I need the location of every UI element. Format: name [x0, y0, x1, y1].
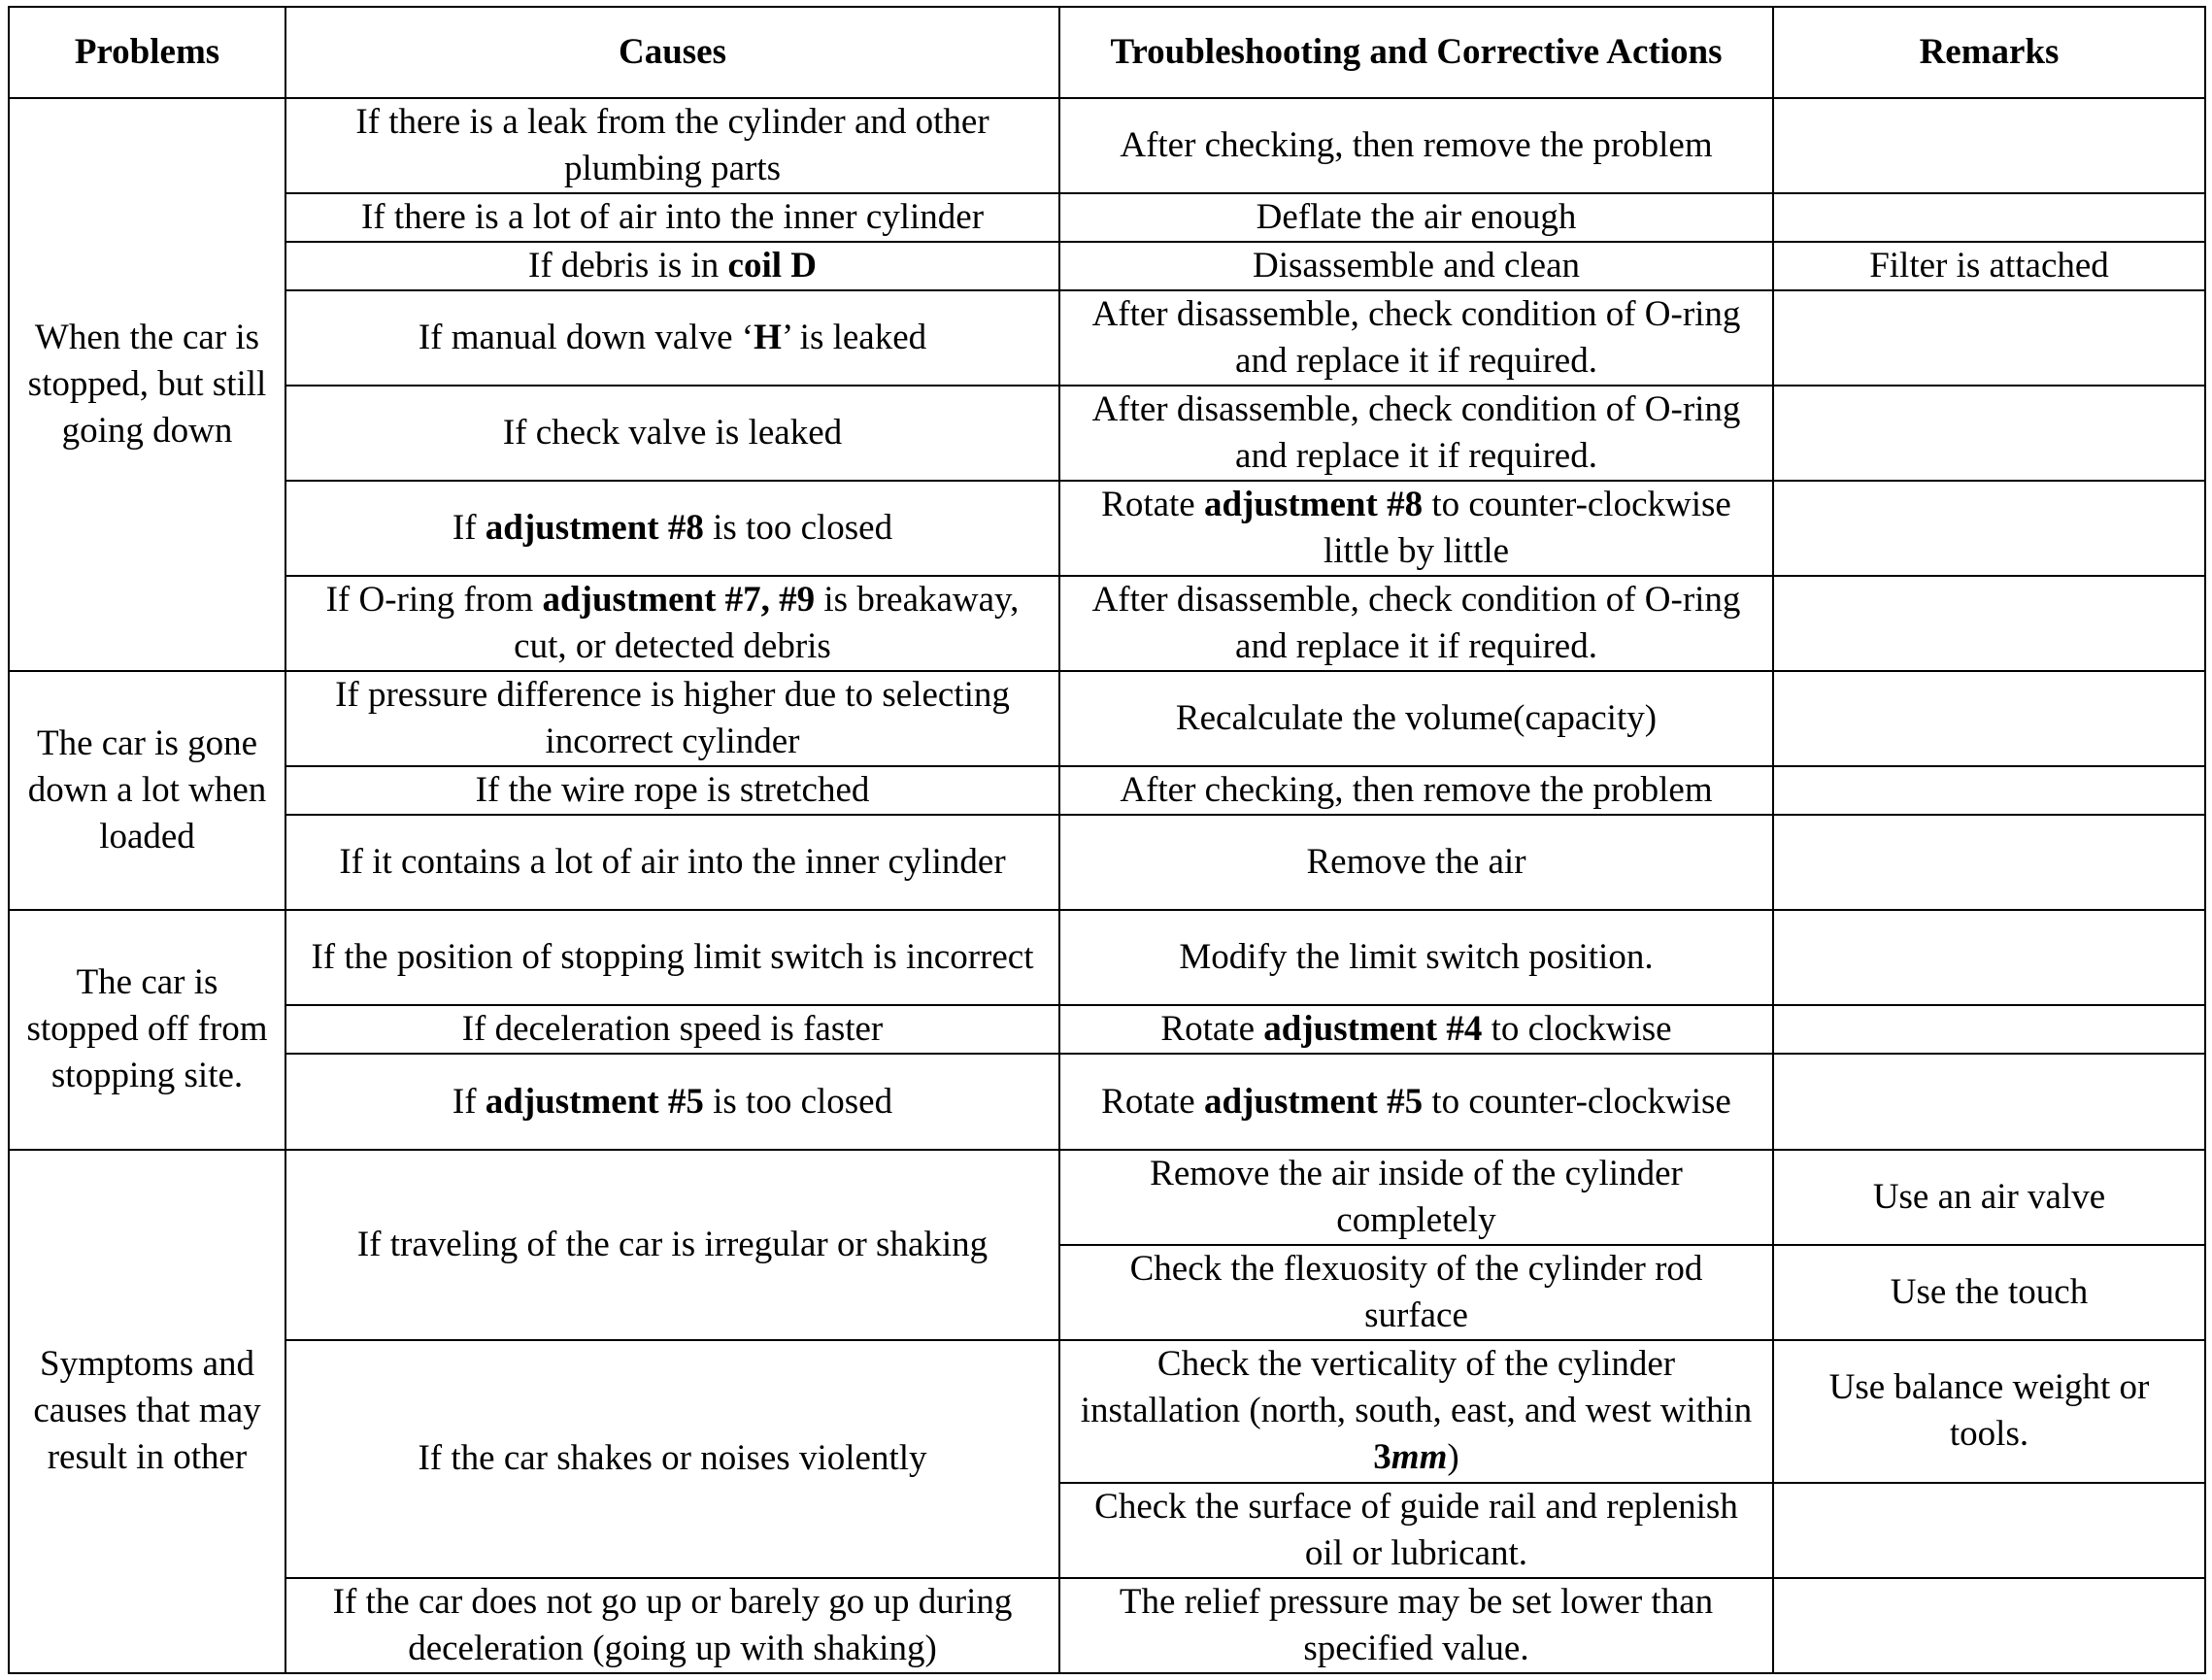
cause-text: ’ is leaked: [781, 318, 927, 358]
cause-cell: [285, 766, 1059, 815]
cause-cell: [285, 290, 1059, 386]
action-cell: [1059, 1150, 1773, 1245]
cause-text: If there is a lot of air into the inner cylinder: [360, 197, 985, 238]
cause-cell: [285, 815, 1059, 910]
action-text: After checking, then remove the problem: [1120, 770, 1713, 811]
cause-emphasis: adjustment #8: [485, 508, 704, 549]
problem-cell: When the car is stopped, but still going down: [9, 98, 285, 671]
action-cell: [1059, 1005, 1773, 1054]
cause-text: If the position of stopping limit switch is incorrect: [311, 937, 1034, 978]
remark-cell: [1773, 1578, 2205, 1673]
table-row: [9, 481, 2205, 576]
table-row: [9, 1578, 2205, 1673]
cause-cell: [285, 193, 1059, 242]
action-text: After disassemble, check condition of O-ring and replace it if required.: [1091, 294, 1741, 382]
table-row: [9, 910, 2205, 1005]
action-text: to counter-clockwise little by little: [1323, 485, 1731, 572]
troubleshooting-table: [8, 6, 2206, 1674]
cause-emphasis: adjustment #7, #9: [542, 580, 816, 621]
action-text: Disassemble and clean: [1253, 246, 1580, 286]
remark-cell: Use the touch: [1773, 1245, 2205, 1340]
action-cell: [1059, 671, 1773, 766]
action-text: Rotate: [1101, 485, 1204, 525]
cause-text: If: [452, 1081, 486, 1122]
table-row: [9, 98, 2205, 193]
cause-cell: [285, 1150, 1059, 1340]
cause-emphasis: H: [754, 318, 782, 358]
action-cell: [1059, 481, 1773, 576]
action-cell: [1059, 910, 1773, 1005]
action-text: After disassemble, check condition of O-ring and replace it if required.: [1091, 389, 1741, 477]
problem-cell: The car is stopped off from stopping site.: [9, 910, 285, 1149]
header-remarks: Remarks: [1773, 7, 2205, 98]
table-row: [9, 766, 2205, 815]
remark-cell: [1773, 290, 2205, 386]
header-row: [9, 7, 2205, 98]
action-cell: [1059, 193, 1773, 242]
remark-cell: [1773, 815, 2205, 910]
remark-cell: Filter is attached: [1773, 242, 2205, 290]
cause-text: If the car shakes or noises violently: [418, 1438, 927, 1479]
cause-text: If deceleration speed is faster: [461, 1009, 884, 1050]
action-text: Recalculate the volume(capacity): [1175, 698, 1658, 739]
table-row: [9, 386, 2205, 481]
table-row: [9, 815, 2205, 910]
action-text: to counter-clockwise: [1423, 1081, 1731, 1122]
action-cell: [1059, 98, 1773, 193]
cause-cell: [285, 481, 1059, 576]
header-causes: Causes: [285, 7, 1059, 98]
table-row: [9, 1340, 2205, 1483]
action-text: Remove the air: [1306, 842, 1526, 883]
cause-text: If check valve is leaked: [502, 413, 843, 454]
remark-cell: Use balance weight or tools.: [1773, 1340, 2205, 1483]
action-cell: [1059, 242, 1773, 290]
table-row: [9, 671, 2205, 766]
cause-text: is breakaway, cut, or detected debris: [514, 580, 1020, 667]
action-cell: [1059, 1578, 1773, 1673]
cause-text: If traveling of the car is irregular or shaking: [356, 1224, 989, 1264]
cause-text: If there is a leak from the cylinder and other plumbing parts: [355, 102, 989, 189]
remark-cell: Use an air valve: [1773, 1150, 2205, 1245]
action-cell: [1059, 815, 1773, 910]
table-row: [9, 1005, 2205, 1054]
cause-text: If: [452, 508, 486, 549]
table-row: [9, 1150, 2205, 1245]
remark-cell: [1773, 1483, 2205, 1578]
cause-cell: [285, 1340, 1059, 1578]
action-cell: [1059, 1483, 1773, 1578]
cause-cell: [285, 1578, 1059, 1673]
cause-emphasis: adjustment #5: [485, 1081, 704, 1122]
remark-cell: [1773, 193, 2205, 242]
cause-text: is too closed: [703, 508, 893, 549]
header-problems: Problems: [9, 7, 285, 98]
action-text: ): [1447, 1437, 1459, 1478]
action-text: Check the surface of guide rail and replenish oil or lubricant.: [1094, 1486, 1738, 1573]
header-actions: Troubleshooting and Corrective Actions: [1059, 7, 1773, 98]
cause-text: If debris is in: [528, 246, 728, 286]
action-text: Rotate: [1101, 1081, 1204, 1122]
remark-cell: [1773, 576, 2205, 671]
action-emphasis: adjustment #8: [1203, 485, 1424, 525]
table-row: [9, 242, 2205, 290]
action-text: The relief pressure may be set lower than specified value.: [1119, 1581, 1714, 1668]
action-emphasis: adjustment #5: [1203, 1081, 1424, 1122]
remark-cell: [1773, 910, 2205, 1005]
action-cell: [1059, 1340, 1773, 1483]
cause-text: If the car does not go up or barely go up during deceleration (going up with shaking): [332, 1581, 1013, 1668]
action-text: Modify the limit switch position.: [1179, 937, 1654, 978]
action-text: Remove the air inside of the cylinder completely: [1150, 1153, 1683, 1240]
remark-cell: [1773, 481, 2205, 576]
remark-cell: [1773, 766, 2205, 815]
cause-cell: [285, 1054, 1059, 1149]
remark-cell: [1773, 1005, 2205, 1054]
remark-cell: [1773, 98, 2205, 193]
cause-cell: [285, 242, 1059, 290]
cause-cell: [285, 671, 1059, 766]
table-row: [9, 193, 2205, 242]
action-emphasis: adjustment #4: [1263, 1009, 1483, 1050]
cause-text: If O-ring from: [325, 580, 543, 621]
table-row: [9, 290, 2205, 386]
cause-cell: [285, 910, 1059, 1005]
action-text: to clockwise: [1482, 1009, 1672, 1050]
remark-cell: [1773, 671, 2205, 766]
cause-text: If it contains a lot of air into the inner cylinder: [339, 842, 1006, 883]
cause-text: If the wire rope is stretched: [475, 770, 870, 811]
action-text: After checking, then remove the problem: [1120, 125, 1713, 166]
action-cell: [1059, 576, 1773, 671]
problem-cell: Symptoms and causes that may result in other: [9, 1150, 285, 1673]
action-text: Deflate the air enough: [1256, 197, 1577, 238]
action-text: Rotate: [1160, 1009, 1264, 1050]
table-row: [9, 576, 2205, 671]
action-cell: [1059, 1245, 1773, 1340]
cause-cell: [285, 1005, 1059, 1054]
cause-text: is too closed: [703, 1081, 893, 1122]
action-text: Check the verticality of the cylinder installation (north, south, east, and west within: [1080, 1344, 1753, 1431]
action-text: After disassemble, check condition of O-ring and replace it if required.: [1091, 580, 1741, 667]
cause-emphasis: coil D: [727, 246, 817, 286]
cause-text: If pressure difference is higher due to selecting incorrect cylinder: [335, 675, 1010, 762]
action-cell: [1059, 290, 1773, 386]
action-text: Check the flexuosity of the cylinder rod surface: [1129, 1248, 1703, 1335]
cause-cell: [285, 98, 1059, 193]
cause-cell: [285, 576, 1059, 671]
problem-cell: The car is gone down a lot when loaded: [9, 671, 285, 910]
cause-cell: [285, 386, 1059, 481]
action-emphasis: 3: [1373, 1437, 1391, 1478]
action-cell: [1059, 766, 1773, 815]
action-cell: [1059, 386, 1773, 481]
remark-cell: [1773, 386, 2205, 481]
action-unit: mm: [1391, 1437, 1448, 1478]
cause-text: If manual down valve ‘: [418, 318, 754, 358]
action-cell: [1059, 1054, 1773, 1149]
remark-cell: [1773, 1054, 2205, 1149]
table-row: [9, 1054, 2205, 1149]
